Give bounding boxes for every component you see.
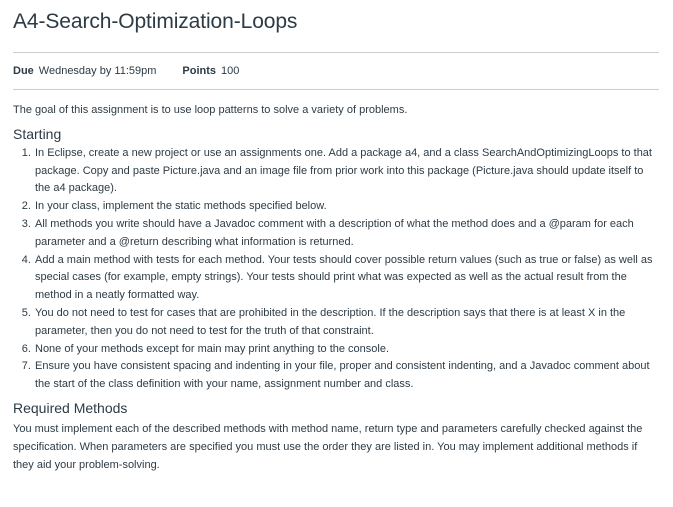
details-divider (13, 89, 659, 90)
step-item: 3. All methods you write should have a Javadoc comment with a description of what the method does and a @param for each parameter and a @return describing what information is returned. (34, 216, 659, 252)
step-item: 1. In Eclipse, create a new project or use an assignments one. Add a package a4, and a class SearchAndOptimizingLoops to that package. Copy and paste Picture.java and an image file from prior work into this package (Picture.java should update itself to the a4 package). (34, 145, 659, 198)
points (182, 65, 239, 77)
assignment-description (13, 102, 659, 474)
due-label: Due (13, 65, 34, 77)
due-value: Wednesday by 11:59pm (38, 65, 157, 77)
intro-text: The goal of this assignment is to use loop patterns to solve a variety of problems. (13, 104, 408, 116)
points-label: Points (182, 65, 217, 77)
assignment-details (13, 53, 659, 89)
step-item: 4. Add a main method with tests for each method. Your tests should cover possible return values (such as true or false) as well as special cases (for example, empty strings). Your tests should print what was expected as well as the actual result from the method in a neatly formatted way. (34, 252, 659, 305)
step-item: 2. In your class, implement the static methods specified below. (34, 198, 659, 216)
points-value: 100 (221, 65, 240, 77)
step-item: 7. Ensure you have consistent spacing and indenting in your file, proper and consistent indenting, and a Javadoc comment about the start of the class definition with your name, assignment number and class. (34, 358, 659, 394)
step-item: 5. You do not need to test for cases that are prohibited in the description. If the description says that there is at least X in the parameter, then you do not need to test for the truth of that constraint. (34, 305, 659, 341)
starting-heading: Starting (13, 125, 62, 142)
due-date (13, 65, 156, 77)
required-methods-text: You must implement each of the described methods with method name, return type and parameters carefully checked against the specification. When parameters are specified you must use the order they are listed in. You may implement additional methods if they aid your problem-solving. (13, 422, 643, 471)
required-methods-heading: Required Methods (13, 399, 128, 416)
starting-steps (13, 145, 659, 394)
step-item: 6. None of your methods except for main may print anything to the console. (34, 341, 659, 359)
page-title: A4-Search-Optimization-Loops (13, 10, 298, 33)
